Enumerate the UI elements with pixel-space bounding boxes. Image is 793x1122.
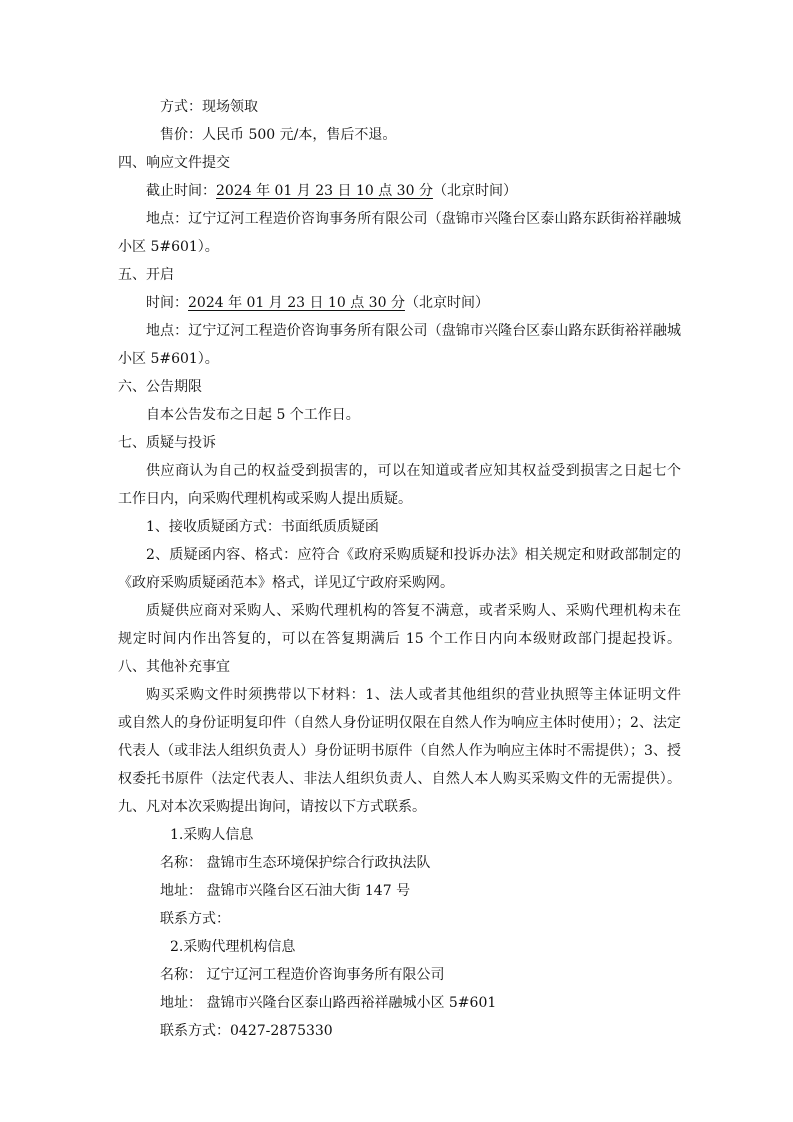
opening-time: 2024 年 01 月 23 日 10 点 30 分 — [188, 295, 405, 311]
section-heading-6: 六、公告期限 — [118, 379, 202, 395]
complaint-line1: 质疑供应商对采购人、采购代理机构的答复不满意，或者采购人、采购代理机构未在 — [146, 603, 681, 619]
agency-info-heading: 2.采购代理机构信息 — [170, 939, 296, 955]
agency-name: 名称： 辽宁辽河工程造价咨询事务所有限公司 — [160, 967, 445, 983]
purchaser-name: 名称： 盘锦市生态环境保护综合行政执法队 — [160, 855, 431, 871]
section-heading-9: 九、凡对本次采购提出询问，请按以下方式联系。 — [118, 799, 426, 815]
opening-time-line — [146, 293, 489, 313]
opening-suffix: （北京时间） — [404, 295, 489, 311]
submission-place-line1: 地点：辽宁辽河工程造价咨询事务所有限公司（盘锦市兴隆台区泰山路东跃街裕祥融城 — [146, 211, 681, 227]
purchase-price: 售价：人民币 500 元/本，售后不退。 — [160, 127, 397, 143]
purchaser-address: 地址： 盘锦市兴隆台区石油大街 147 号 — [160, 883, 411, 899]
deadline-label: 截止时间： — [146, 183, 216, 199]
challenge-para1-line1: 供应商认为自己的权益受到损害的，可以在知道或者应知其权益受到损害之日起七个 — [146, 463, 681, 479]
challenge-para1-line2: 工作日内，向采购代理机构或采购人提出质疑。 — [118, 491, 412, 507]
opening-place-line2: 小区 5#601）。 — [118, 351, 219, 367]
section-heading-5: 五、开启 — [118, 267, 174, 283]
supplement-line2: 或自然人的身份证明复印件（自然人身份证明仅限在自然人作为响应主体时使用）；2、法定 — [118, 715, 681, 731]
section-heading-7: 七、质疑与投诉 — [118, 435, 216, 451]
purchaser-info-heading: 1.采购人信息 — [170, 827, 254, 843]
deadline-line — [146, 181, 517, 201]
complaint-line2: 规定时间内作出答复的，可以在答复期满后 15 个工作日内向本级财政部门提起投诉。 — [118, 631, 681, 647]
opening-place-line1: 地点：辽宁辽河工程造价咨询事务所有限公司（盘锦市兴隆台区泰山路东跃街裕祥融城 — [146, 323, 681, 339]
deadline-time: 2024 年 01 月 23 日 10 点 30 分 — [216, 183, 433, 199]
purchase-method: 方式：现场领取 — [160, 99, 258, 115]
challenge-format-line1: 2、质疑函内容、格式：应符合《政府采购质疑和投诉办法》相关规定和财政部制定的 — [146, 547, 681, 563]
section-heading-8: 八、其他补充事宜 — [118, 659, 230, 675]
section-heading-4: 四、响应文件提交 — [118, 155, 230, 171]
agency-contact: 联系方式：0427-2875330 — [160, 1023, 333, 1039]
challenge-method: 1、接收质疑函方式：书面纸质质疑函 — [146, 519, 379, 535]
opening-label: 时间： — [146, 295, 188, 311]
purchaser-contact: 联系方式： — [160, 911, 230, 927]
submission-place-line2: 小区 5#601）。 — [118, 239, 219, 255]
deadline-suffix: （北京时间） — [432, 183, 517, 199]
supplement-line4: 权委托书原件（法定代表人、非法人组织负责人、自然人本人购买采购文件的无需提供）。 — [118, 771, 681, 787]
supplement-line1: 购买采购文件时须携带以下材料：1、法人或者其他组织的营业执照等主体证明文件 — [146, 687, 681, 703]
agency-address: 地址： 盘锦市兴隆台区泰山路西裕祥融城小区 5#601 — [160, 995, 497, 1011]
supplement-line3: 代表人（或非法人组织负责人）身份证明书原件（自然人作为响应主体时不需提供）；3、授 — [118, 743, 681, 759]
notice-period: 自本公告发布之日起 5 个工作日。 — [146, 407, 360, 423]
challenge-format-line2: 《政府采购质疑函范本》格式，详见辽宁政府采购网。 — [118, 575, 454, 591]
